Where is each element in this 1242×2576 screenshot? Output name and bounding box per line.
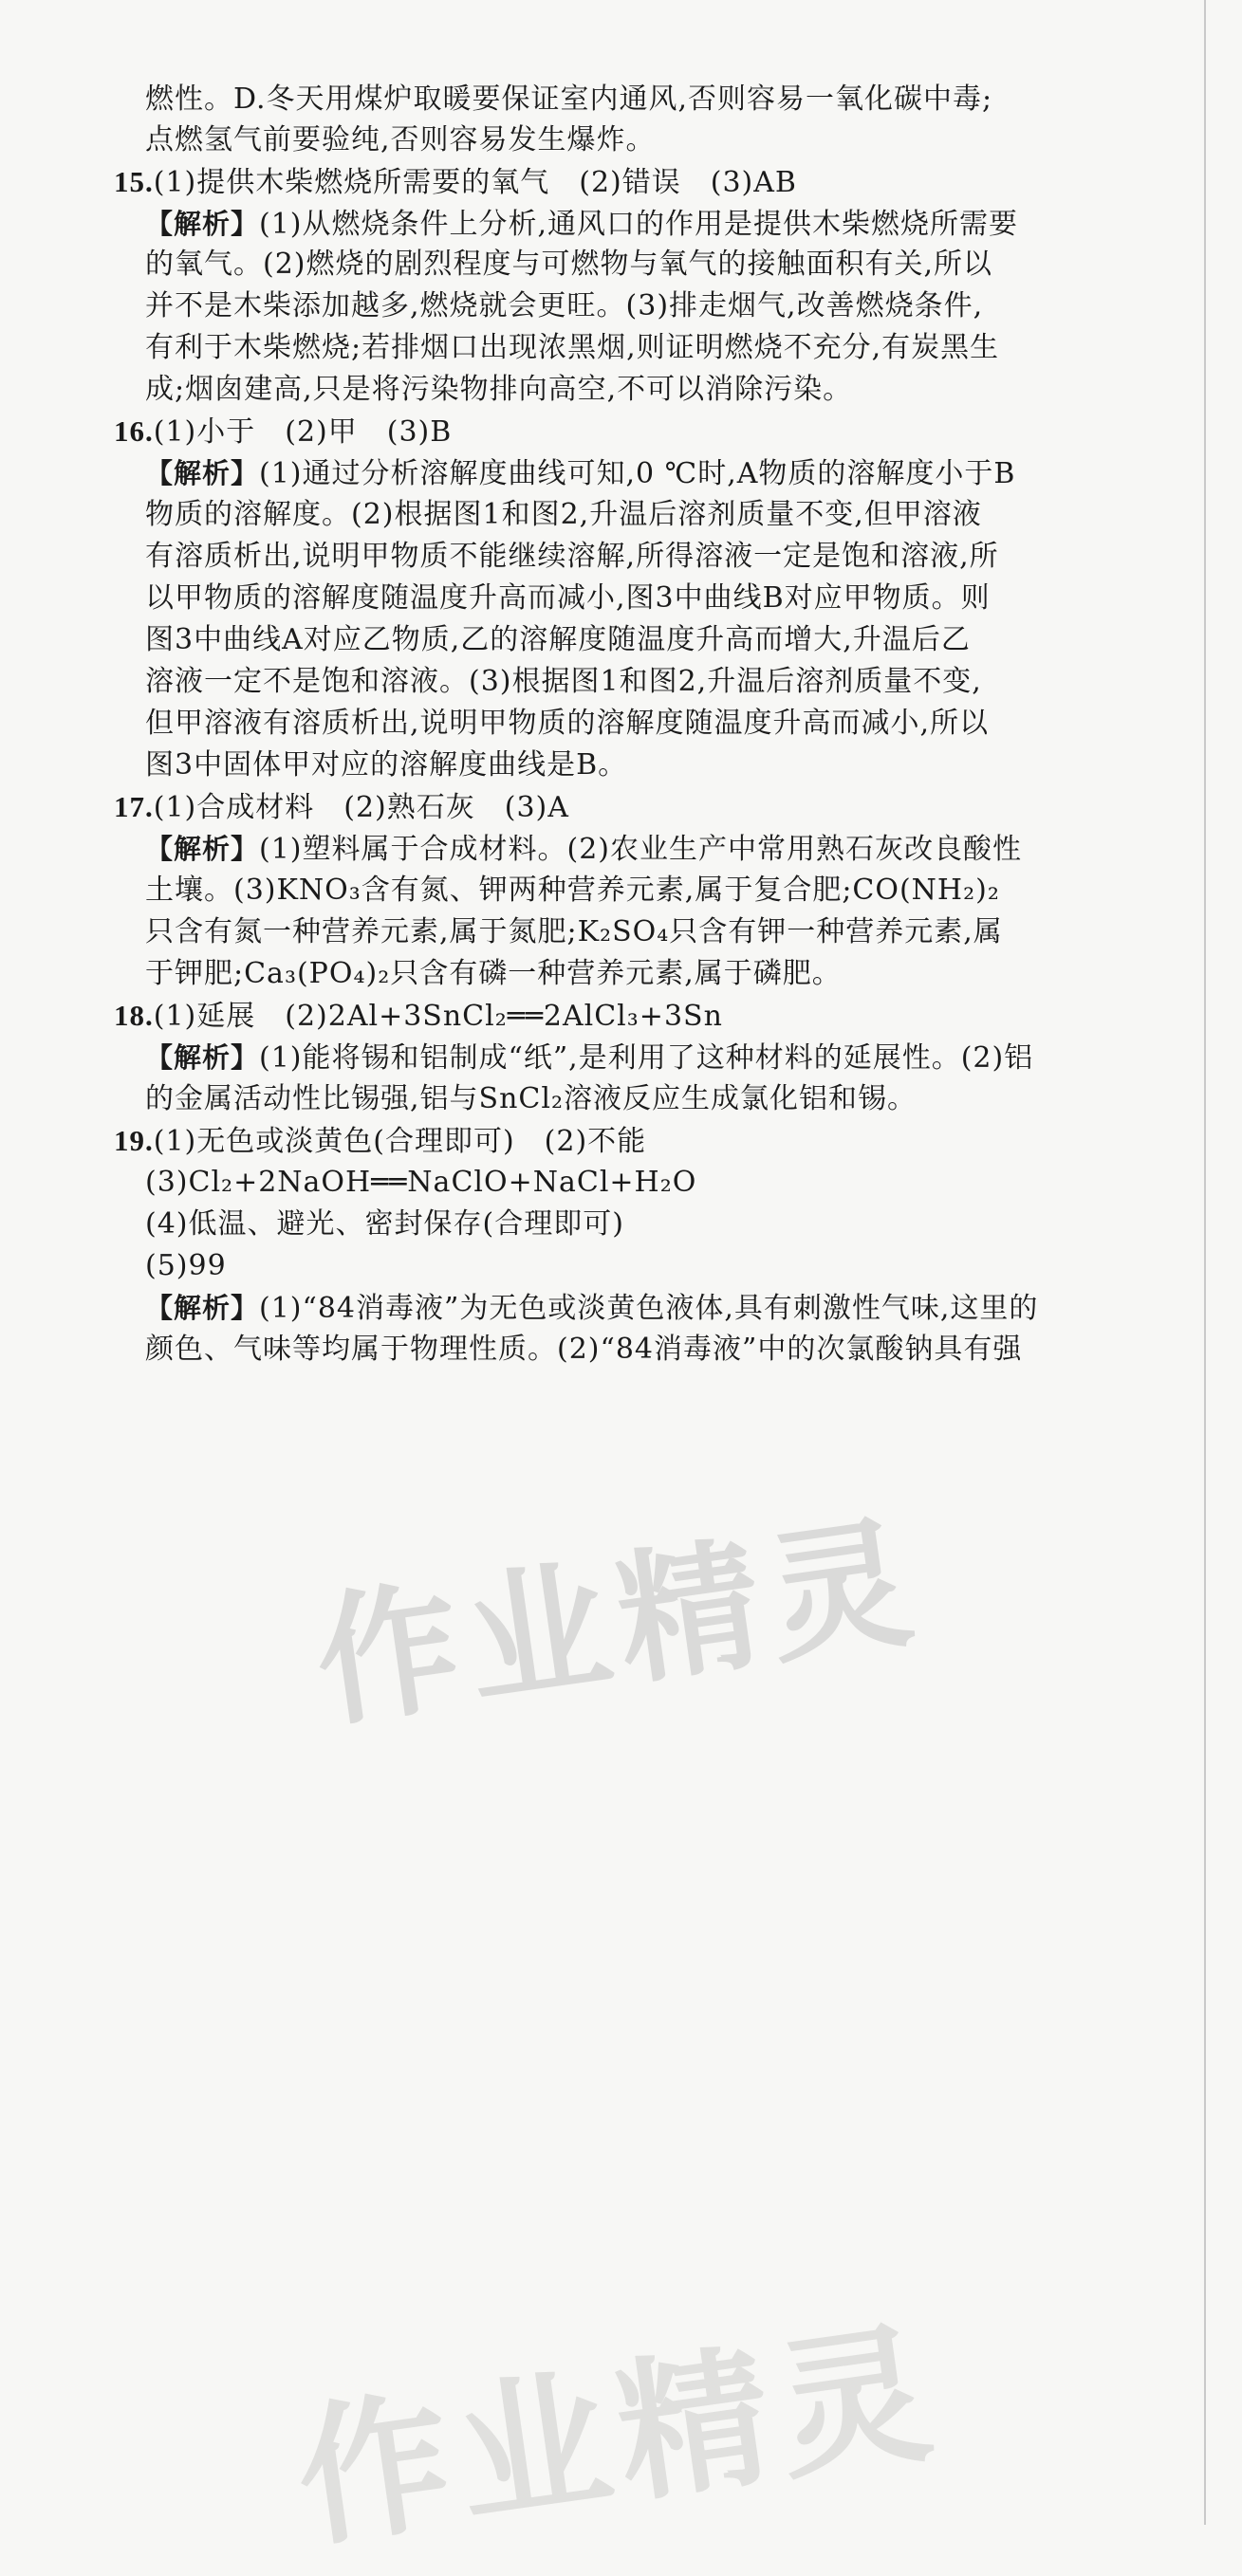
analysis-line: 【解析】(1)“84消毒液”为无色或淡黄色液体,具有刺激性气味,这里的 — [145, 1292, 1039, 1325]
question-16-answer: 16.(1)小于 (2)甲 (3)B — [114, 414, 453, 449]
text-line: (3)Cl₂+2NaOH══NaClO+NaCl+H₂O — [145, 1166, 697, 1199]
text-line: 土壤。(3)KNO₃含有氮、钾两种营养元素,属于复合肥;CO(NH₂)₂ — [145, 874, 1000, 907]
analysis-line: 【解析】(1)从燃烧条件上分析,通风口的作用是提供木柴燃烧所需要 — [145, 208, 1019, 241]
text-line: 有溶质析出,说明甲物质不能继续溶解,所得溶液一定是饱和溶液,所 — [145, 540, 999, 573]
text-line: 图3中固体甲对应的溶解度曲线是B。 — [145, 748, 628, 782]
text-line: 并不是木柴添加越多,燃烧就会更旺。(3)排走烟气,改善燃烧条件, — [145, 289, 984, 322]
question-17-answer: 17.(1)合成材料 (2)熟石灰 (3)A — [114, 790, 569, 824]
text-line: 燃性。D.冬天用煤炉取暖要保证室内通风,否则容易一氧化碳中毒; — [145, 83, 993, 116]
watermark: 作业精灵 — [306, 1500, 931, 1748]
analysis-line: 【解析】(1)通过分析溶解度曲线可知,0 ℃时,A物质的溶解度小于B — [145, 457, 1016, 490]
question-18-answer: 18.(1)延展 (2)2Al+3SnCl₂══2AlCl₃+3Sn — [114, 999, 723, 1033]
text-line: 的金属活动性比锡强,铝与SnCl₂溶液反应生成氯化铝和锡。 — [145, 1082, 917, 1115]
analysis-line: 【解析】(1)塑料属于合成材料。(2)农业生产中常用熟石灰改良酸性 — [145, 833, 1023, 866]
question-15-answer: 15.(1)提供木柴燃烧所需要的氧气 (2)错误 (3)AB — [114, 165, 797, 199]
text-line: 有利于木柴燃烧;若排烟口出现浓黑烟,则证明燃烧不充分,有炭黑生 — [145, 331, 1000, 364]
page-edge-rule — [1204, 0, 1206, 2525]
text-line: 但甲溶液有溶质析出,说明甲物质的溶解度随温度升高而减小,所以 — [145, 707, 990, 740]
text-line: 点燃氢气前要验纯,否则容易发生爆炸。 — [145, 123, 656, 156]
watermark-bottom: 作业精灵 — [287, 2303, 951, 2569]
text-line: 物质的溶解度。(2)根据图1和图2,升温后溶剂质量不变,但甲溶液 — [145, 498, 982, 531]
text-line: 只含有氮一种营养元素,属于氮肥;K₂SO₄只含有钾一种营养元素,属 — [145, 915, 1003, 948]
text-line: 以甲物质的溶解度随温度升高而减小,图3中曲线B对应甲物质。则 — [145, 581, 991, 615]
text-line: 颜色、气味等均属于物理性质。(2)“84消毒液”中的次氯酸钠具有强 — [145, 1333, 1023, 1366]
text-line: 的氧气。(2)燃烧的剧烈程度与可燃物与氧气的接触面积有关,所以 — [145, 248, 993, 281]
text-line: 溶液一定不是饱和溶液。(3)根据图1和图2,升温后溶剂质量不变, — [145, 665, 982, 698]
question-19-answer: 19.(1)无色或淡黄色(合理即可) (2)不能 — [114, 1124, 647, 1158]
text-line: (4)低温、避光、密封保存(合理即可) — [145, 1207, 624, 1241]
text-line: 成;烟囱建高,只是将污染物排向高空,不可以消除污染。 — [145, 373, 853, 406]
analysis-line: 【解析】(1)能将锡和铝制成“纸”,是利用了这种材料的延展性。(2)铝 — [145, 1041, 1034, 1075]
text-line: (5)99 — [145, 1249, 227, 1282]
text-line: 于钾肥;Ca₃(PO₄)₂只含有磷一种营养元素,属于磷肥。 — [145, 957, 842, 990]
text-line: 图3中曲线A对应乙物质,乙的溶解度随温度升高而增大,升温后乙 — [145, 623, 971, 656]
